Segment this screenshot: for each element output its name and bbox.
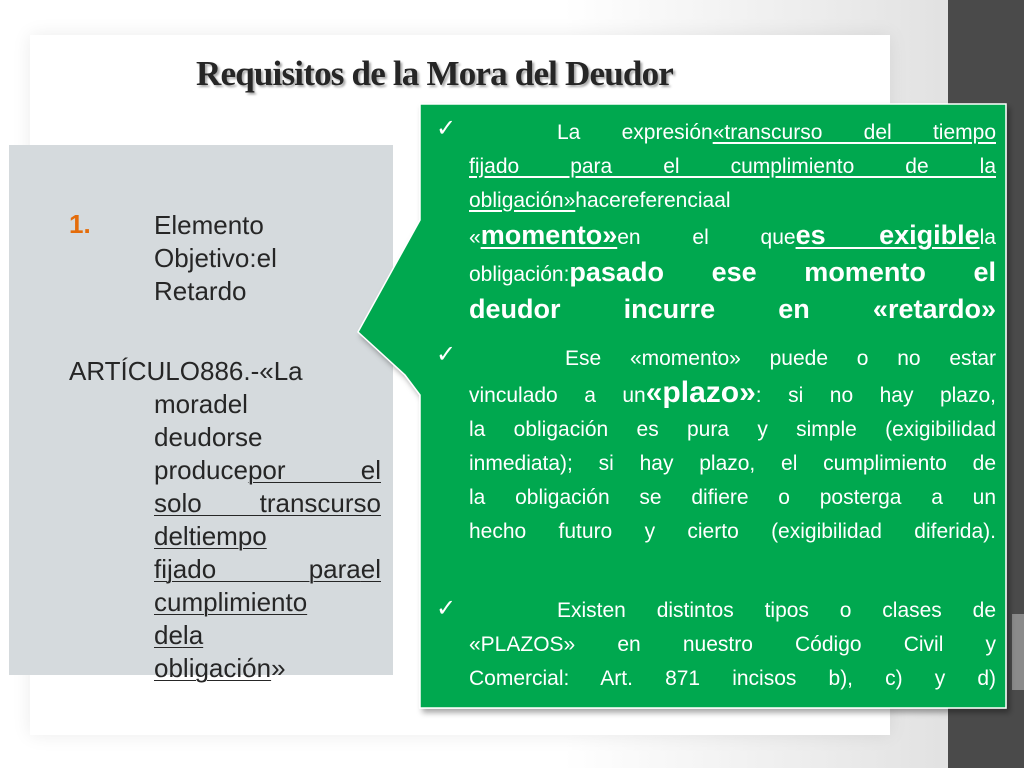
callout-paragraph-2: Ese «momento» puede o no estar vinculado a un«plazo»: si no hay plazo, la obligación es pura y simple (exigibilidad inmediata); si hay plazo, el cumplimiento de la obligación se difiere o posterga a un hecho futuro y cierto (exigibilidad diferida). xyxy=(469,347,997,543)
checkmark-icon: ✓ xyxy=(436,341,457,368)
element-heading: Elemento Objetivo:el Retardo xyxy=(154,210,277,306)
list-number: 1. xyxy=(69,209,91,239)
checkmark-icon: ✓ xyxy=(436,595,457,622)
callout-paragraph-3: Existen distintos tipos o clases de «PLAZOS» en nuestro Código Civil y Comercial: Art. 871 incisos b), c) y d) xyxy=(469,599,996,690)
callout-paragraph-1: La expresión«transcurso del tiempo fijado para el cumplimiento de la obligación»hacereferenciaal «momento»en el quees exigiblela obligación:pasado ese momento el deudor incurre en «retardo» xyxy=(469,121,996,324)
article-886-quote: ARTÍCULO886.-«La moradel deudorse producepor el solo transcurso deltiempo fijado parael cumplimiento dela obligación» xyxy=(69,356,381,683)
checkmark-icon: ✓ xyxy=(436,115,457,142)
slide-title: Requisitos de la Mora del Deudor xyxy=(196,54,674,93)
